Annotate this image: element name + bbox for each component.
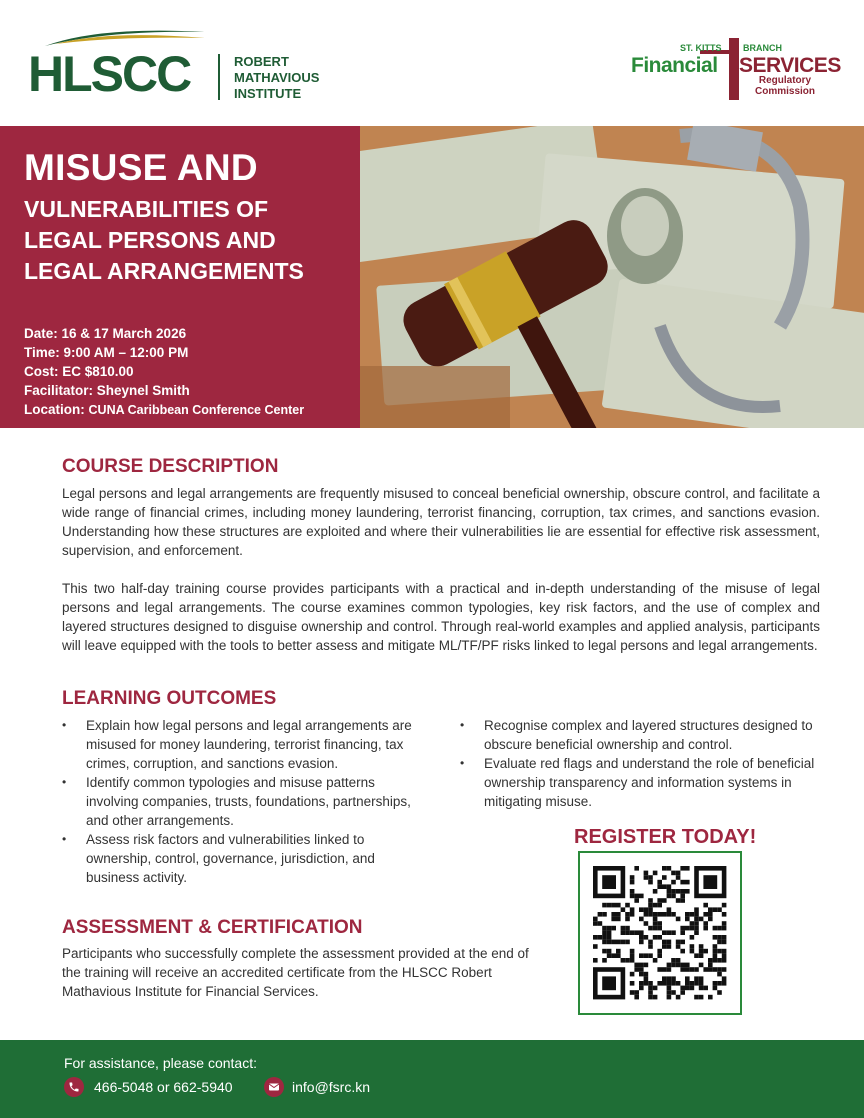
learning-outcome-item: • Recognise complex and layered structures designed to obscure beneficial ownership and control. [460,716,830,754]
course-description-heading: COURSE DESCRIPTION [62,456,279,477]
learning-outcomes-right [460,716,830,811]
fsrc-financial: Financial [631,54,718,77]
course-cost: Cost: EC $810.00 [24,364,134,379]
fsrc-sub-line: Regulatory [758,75,812,86]
location-label: Location: [24,402,85,417]
course-details [24,324,304,420]
institute-line: ROBERT [234,54,289,69]
fsrc-services: SERVICES [739,54,841,77]
footer-email[interactable] [264,1077,370,1097]
course-time: Time: 9:00 AM – 12:00 PM [24,345,189,360]
qr-code-icon [580,853,740,1013]
fsrc-branch: BRANCH [743,43,782,53]
learning-outcome-item: • Explain how legal persons and legal arrangements are misused for money laundering, terrorist financing, tax crimes, corruption, and sanctions evasion. [62,716,422,773]
title-line: VULNERABILITIES OF [24,196,269,222]
mail-icon [264,1077,284,1097]
learning-outcome-item: • Identify common typologies and misuse patterns involving companies, trusts, foundations, partnerships, and other arrangements. [62,773,422,830]
description-paragraph: This two half-day training course provides participants with a practical and in-depth understanding of the misuse of legal persons and legal arrangements. The course examines common typologies, key risk factors, and the use of complex and layered structures designed to disguise ownership and control. Through real-world examples and applied analysis, participants will leave equipped with the tools to better assess and mitigate ML/TF/PF risks linked to legal persons and legal arrangements. [62,581,820,653]
course-title-sub [24,194,304,287]
assessment-text: Participants who successfully complete the assessment provided at the end of the training will receive an accredited certificate from the HLSCC Robert Mathavious Institute for Financial Services. [62,946,529,999]
course-location [24,400,304,420]
location-value: CUNA Caribbean Conference Center [88,403,305,417]
gavel-money-handcuffs-icon [360,126,864,428]
hlscc-wordmark: HLSCC [28,46,191,102]
hero-photo [360,126,864,428]
institute-line: MATHAVIOUS [234,70,320,85]
institute-line: INSTITUTE [234,86,302,101]
course-date: Date: 16 & 17 March 2026 [24,326,187,341]
learning-outcome-item: • Evaluate red flags and understand the role of beneficial ownership transparency and information systems in mitigating misuse. [460,754,830,811]
footer-phone[interactable] [64,1077,233,1097]
footer-contact-label: For assistance, please contact: [64,1055,257,1071]
learning-outcomes-left [62,716,422,887]
learning-outcome-item: • Assess risk factors and vulnerabilities linked to ownership, control, governance, jurisdiction, and business activity. [62,830,422,887]
course-facilitator: Facilitator: Sheynel Smith [24,383,190,398]
footer-phone-text: 466-5048 or 662-5940 [94,1079,233,1095]
fsrc-sub-line: Commission [755,86,816,97]
fsrc-cross-icon [729,38,739,100]
learning-outcomes-heading: LEARNING OUTCOMES [62,688,277,709]
fsrc-regulatory-commission [755,75,815,97]
description-paragraph: Legal persons and legal arrangements are frequently misused to conceal beneficial ownership, obscure control, and facilitate a wide range of financial crimes, including money laundering, terrorist financing, corruption, tax crimes, and sanctions evasion. Understanding how these structures are exploited and where their vulnerabilities lie are essential for effective risk assessment, supervision, and enforcement. [62,486,820,558]
assessment-heading: ASSESSMENT & CERTIFICATION [62,917,363,938]
course-description-body [62,484,820,674]
institute-name [234,54,319,102]
title-line: LEGAL ARRANGEMENTS [24,258,304,284]
register-qr-code[interactable] [578,851,742,1015]
course-title-main: MISUSE AND [24,147,258,188]
title-line: LEGAL PERSONS AND [24,227,276,253]
register-heading: REGISTER TODAY! [574,826,757,848]
logo-divider [218,54,220,100]
footer-email-text: info@fsrc.kn [292,1079,371,1095]
fsrc-st-kitts: ST. KITTS [680,43,722,53]
phone-icon [64,1077,84,1097]
